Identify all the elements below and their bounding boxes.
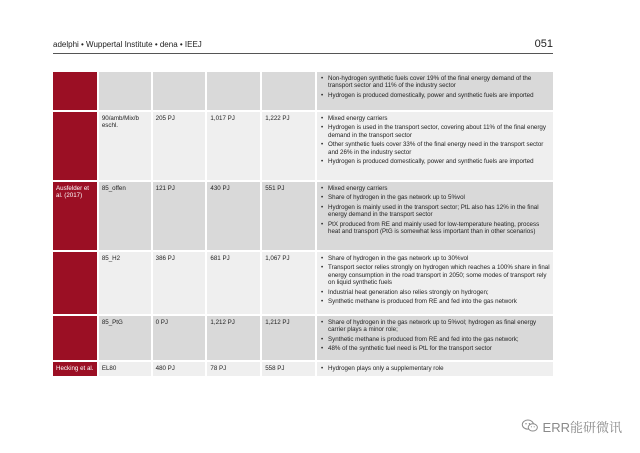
header-divider [53,53,553,54]
scenario-cell: 85_H2 [99,252,151,314]
scenario-cell: 85_PtG [99,316,151,360]
watermark-text: ERR能研微讯 [542,419,622,435]
scenario-cell: EL80 [99,362,151,376]
value-cell [207,72,260,110]
author-cell [53,72,97,110]
notes-cell [317,316,553,360]
value-cell: 386 PJ [153,252,206,314]
note-item: • Mixed energy carriers [320,185,550,192]
value-cell: 558 PJ [262,362,315,376]
value-cell: 1,222 PJ [262,112,315,180]
value-cell [153,72,206,110]
header-organizations: adelphi • Wuppertal Institute • dena • IEEJ [53,40,202,49]
author-cell: Ausfelder et al. (2017) [53,182,97,250]
value-cell: 121 PJ [153,182,206,250]
scenario-cell [99,72,151,110]
note-item: • Hydrogen is produced domestically, power and synthetic fuels are imported [320,92,550,99]
notes-cell [317,112,553,180]
value-cell: 0 PJ [153,316,206,360]
note-item: • 48% of the synthetic fuel need is PtL for the transport sector [320,345,550,352]
value-cell [262,72,315,110]
table-row [53,112,553,180]
note-item: • Non-hydrogen synthetic fuels cover 19% of the final energy demand of the transport sector and 11% of the industry sector [320,75,550,90]
note-item: • Transport sector relies strongly on hydrogen which reaches a 100% share in final energy consumption in the road transport in 2050; some modes of transport rely on liquid synthetic fuels [320,264,550,286]
notes-cell [317,72,553,110]
author-cell [53,316,97,360]
value-cell: 1,017 PJ [207,112,260,180]
value-cell: 551 PJ [262,182,315,250]
note-item: • Mixed energy carriers [320,115,550,122]
watermark [521,416,622,436]
note-item: • Synthetic methane is produced from RE and fed into the gas network; [320,336,550,343]
value-cell: 1,067 PJ [262,252,315,314]
page-header [53,38,553,52]
author-cell [53,112,97,180]
value-cell: 430 PJ [207,182,260,250]
value-cell: 1,212 PJ [262,316,315,360]
note-item: • Hydrogen plays only a supplementary role [320,365,550,372]
note-item: • Share of hydrogen in the gas network up to 30%vol [320,255,550,262]
note-item: • Hydrogen is produced domestically, power and synthetic fuels are imported [320,158,550,165]
value-cell: 205 PJ [153,112,206,180]
table-row [53,182,553,250]
table-row [53,72,553,110]
note-item: • Share of hydrogen in the gas network up to 5%vol; hydrogen as final energy carrier plays a minor role; [320,319,550,334]
value-cell: 78 PJ [207,362,260,376]
author-cell [53,252,97,314]
table-row [53,316,553,360]
note-item: • Synthetic methane is produced from RE and fed into the gas network [320,298,550,305]
note-item: • Other synthetic fuels cover 33% of the final energy need in the transport sector and 26% in the industry sector [320,141,550,156]
table-row [53,252,553,314]
notes-cell [317,362,553,376]
notes-cell [317,182,553,250]
wechat-icon [521,419,539,433]
note-item: • Industrial heat generation also relies strongly on hydrogen; [320,289,550,296]
value-cell: 480 PJ [153,362,206,376]
note-item: • Hydrogen is used in the transport sector, covering about 11% of the final energy demand in the transport sector [320,124,550,139]
notes-cell [317,252,553,314]
author-cell: Hecking et al. [53,362,97,376]
table-row [53,362,553,376]
page-number: 051 [534,38,553,50]
value-cell: 1,212 PJ [207,316,260,360]
scenario-cell: 90/amb/Mix/b eschl. [99,112,151,180]
note-item: • PtX produced from RE and mainly used for low-temperature heating, process heat and transport (PtG is somewhat less important than in other scenarios) [320,221,550,236]
value-cell: 681 PJ [207,252,260,314]
scenario-table [53,72,553,376]
note-item: • Share of hydrogen in the gas network up to 5%vol [320,194,550,201]
scenario-cell: 85_offen [99,182,151,250]
note-item: • Hydrogen is mainly used in the transport sector; PtL also has 12% in the final energy demand in the transport sector [320,204,550,219]
